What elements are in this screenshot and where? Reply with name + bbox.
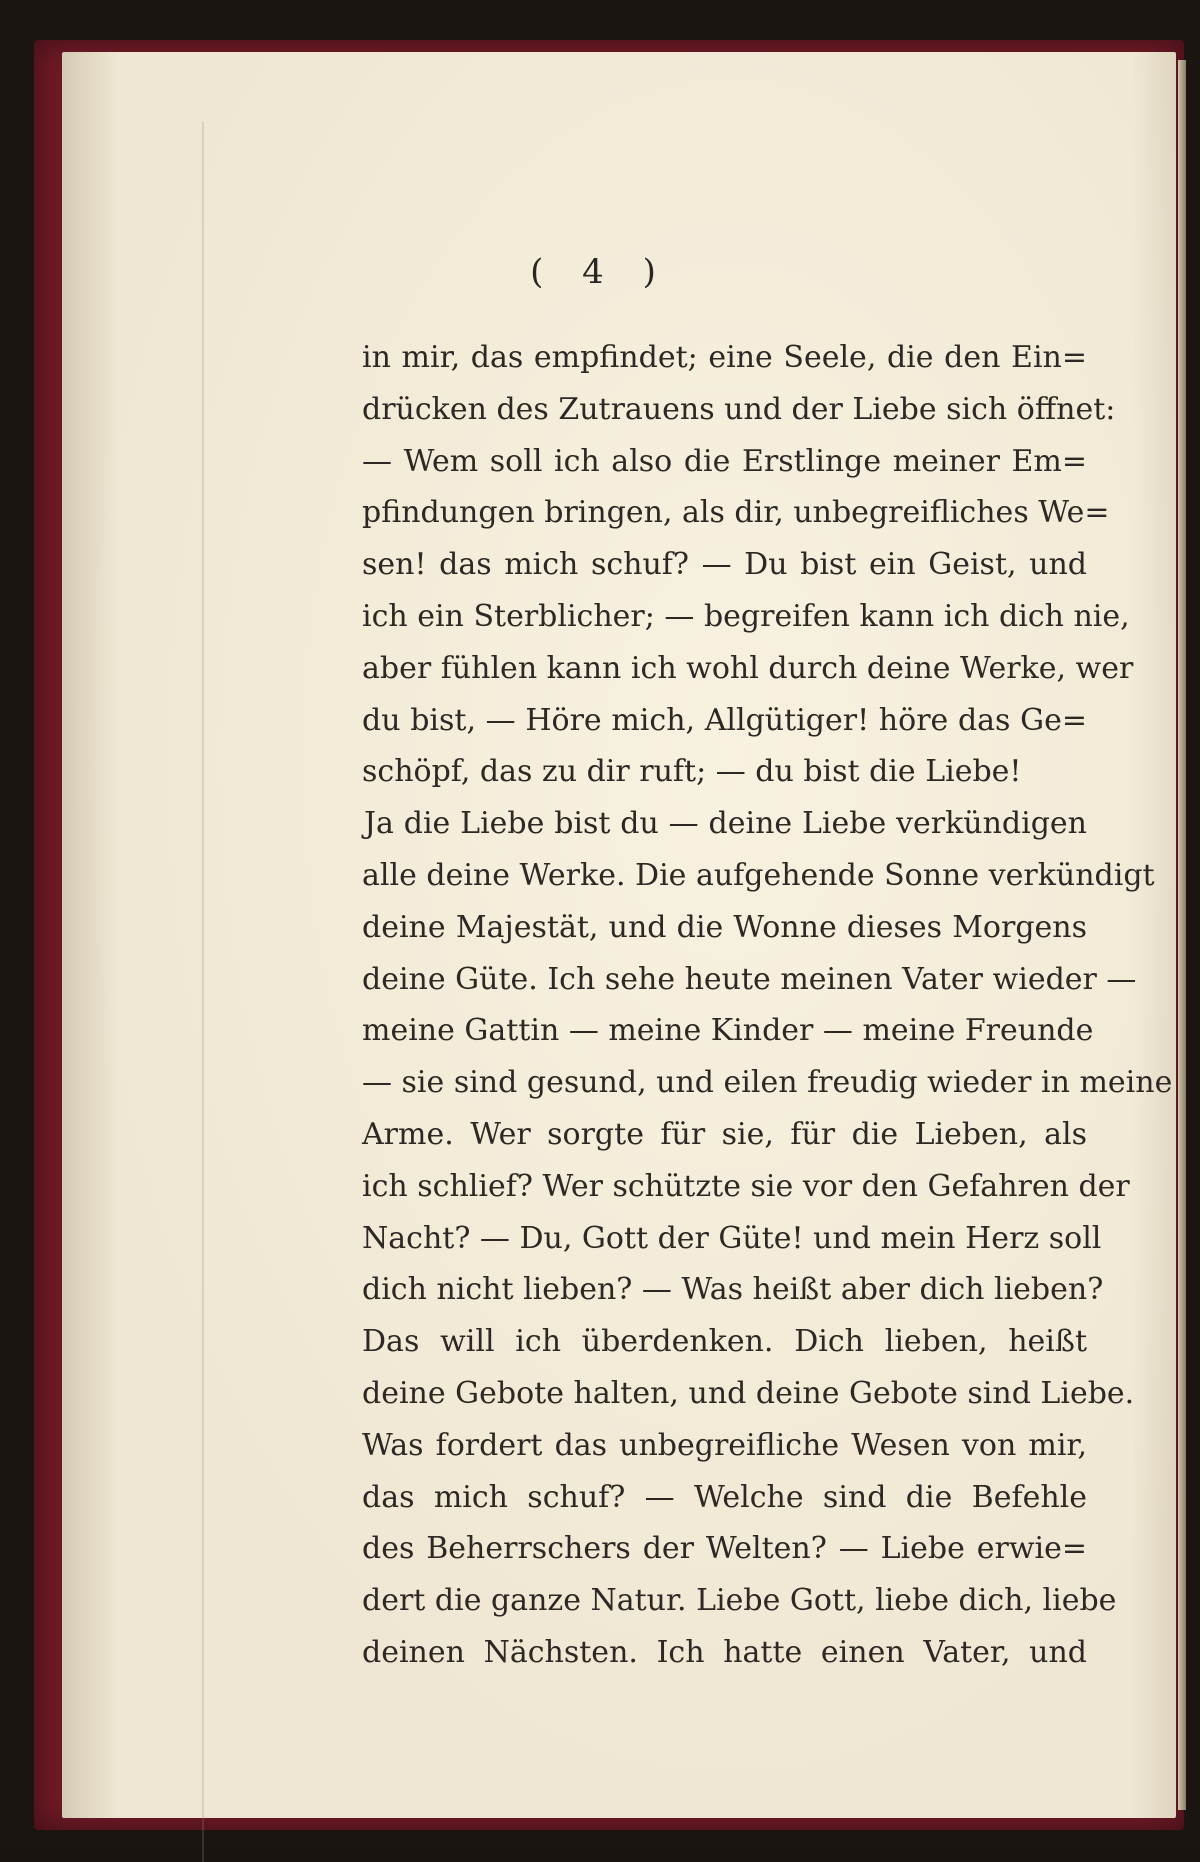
- body-text: [362, 332, 1173, 1679]
- text-line: pfindungen bringen, als dir, unbegreifliches We=: [362, 495, 1110, 531]
- text-line: aber fühlen kann ich wohl durch deine Werke, wer: [362, 650, 1134, 686]
- text-line: das mich schuf? — Welche sind die Befehle: [362, 1479, 1087, 1515]
- text-line: des Beherrschers der Welten? — Liebe erwie=: [362, 1531, 1087, 1567]
- text-line: deinen Nächsten. Ich hatte einen Vater, und: [362, 1634, 1087, 1670]
- text-line: meine Gattin — meine Kinder — meine Freunde: [362, 1013, 1094, 1049]
- text-line: sen! das mich schuf? — Du bist ein Geist, und: [362, 547, 1087, 583]
- page-fold-line: [202, 122, 204, 1862]
- text-line: Arme. Wer sorgte für sie, für die Lieben, als: [362, 1116, 1087, 1152]
- text-line: Ja die Liebe bist du — deine Liebe verkündigen: [364, 806, 1087, 842]
- text-line: alle deine Werke. Die aufgehende Sonne verkündigt: [362, 857, 1155, 893]
- text-line: deine Gebote halten, und deine Gebote sind Liebe.: [362, 1375, 1135, 1411]
- text-line: dert die ganze Natur. Liebe Gott, liebe dich, liebe: [362, 1583, 1117, 1619]
- text-line: drücken des Zutrauens und der Liebe sich öffnet:: [362, 391, 1116, 427]
- text-line: Das will ich überdenken. Dich lieben, heißt: [362, 1324, 1087, 1360]
- text-line: — Wem soll ich also die Erstlinge meiner Em=: [362, 443, 1087, 479]
- text-line: Was fordert das unbegreifliche Wesen von mir,: [362, 1427, 1087, 1463]
- text-line: deine Majestät, und die Wonne dieses Morgens: [362, 909, 1087, 945]
- page-number: ( 4 ): [530, 252, 670, 292]
- page-edges: [1178, 60, 1186, 1810]
- text-line: du bist, — Höre mich, Allgütiger! höre das Ge=: [362, 702, 1087, 738]
- text-line: ich ein Sterblicher; — begreifen kann ich dich nie,: [362, 598, 1130, 634]
- text-line: dich nicht lieben? — Was heißt aber dich lieben?: [362, 1272, 1104, 1308]
- text-line: in mir, das empfindet; eine Seele, die den Ein=: [362, 340, 1087, 375]
- text-line: schöpf, das zu dir ruft; — du bist die Liebe!: [362, 754, 1022, 790]
- text-line: — sie sind gesund, und eilen freudig wieder in meine: [362, 1065, 1173, 1101]
- text-line: ich schlief? Wer schützte sie vor den Gefahren der: [362, 1168, 1130, 1204]
- text-line: Nacht? — Du, Gott der Güte! und mein Herz soll: [362, 1220, 1102, 1256]
- text-line: deine Güte. Ich sehe heute meinen Vater wieder —: [362, 961, 1137, 997]
